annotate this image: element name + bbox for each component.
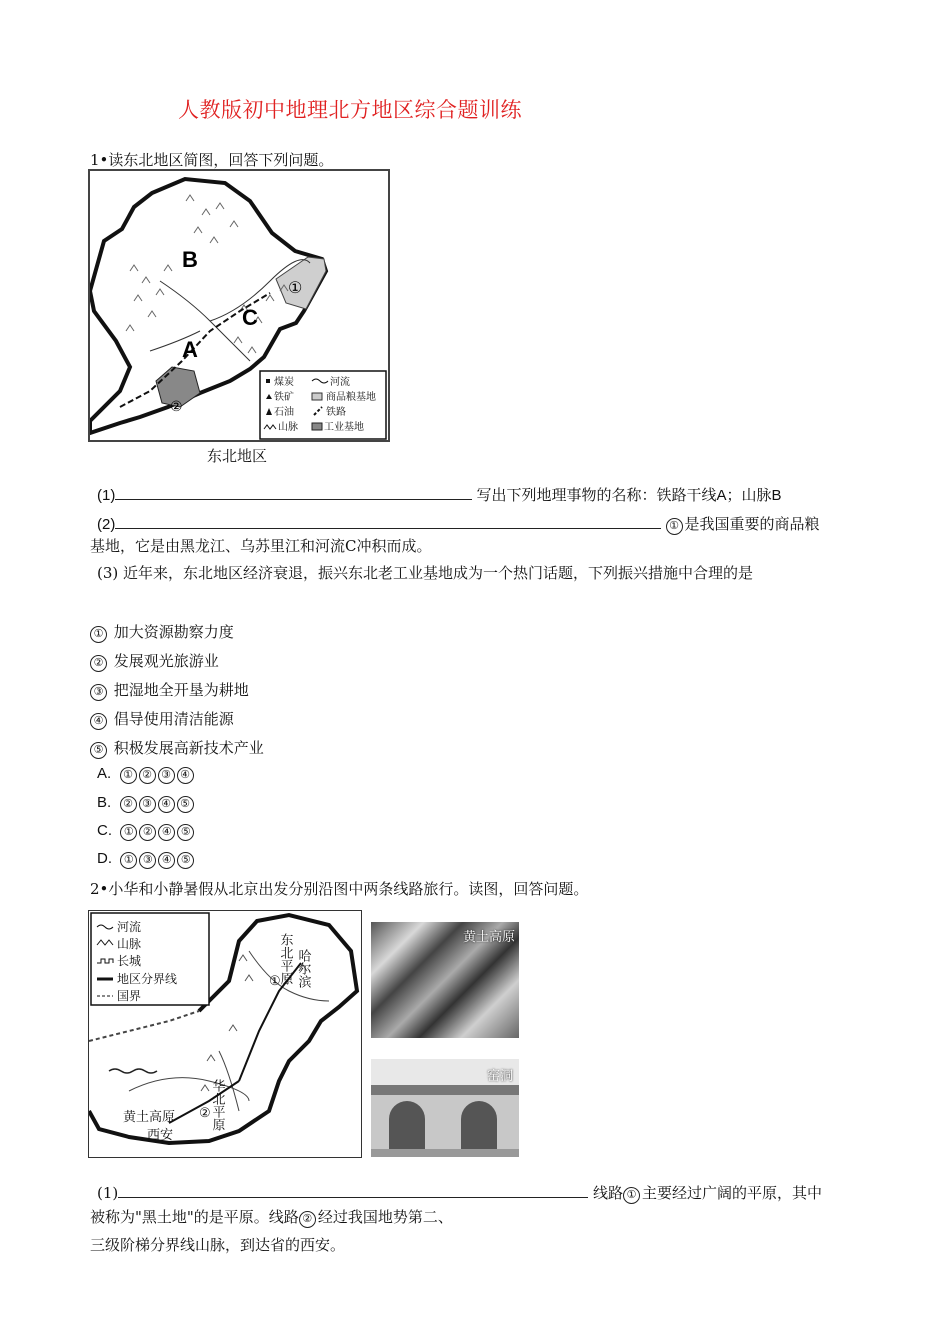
q1-part2-number: (2) <box>97 516 116 533</box>
route-label-2: ② <box>199 1106 211 1121</box>
label-north-plain: 华北平原 <box>209 1079 225 1131</box>
q2-part1 <box>97 1182 822 1204</box>
legend-boundary: 地区分界线 <box>117 972 178 986</box>
measure-item <box>90 621 234 643</box>
q1-part1-text: 写出下列地理事物的名称：铁路干线A；山脉B <box>476 487 782 504</box>
option-num: ⑤ <box>177 824 194 841</box>
option-b[interactable] <box>97 794 196 813</box>
option-num: ④ <box>177 767 194 784</box>
option-num: ① <box>120 852 137 869</box>
option-c[interactable] <box>97 822 196 841</box>
page-title: 人教版初中地理北方地区综合题训练 <box>178 98 522 122</box>
route-label-1: ① <box>269 974 281 989</box>
option-num: ⑤ <box>177 796 194 813</box>
map-label-c: C <box>242 305 258 330</box>
option-num: ② <box>139 767 156 784</box>
legend-mountain: 山脉 <box>117 937 142 951</box>
legend-oil: 石油 <box>274 407 294 418</box>
option-num: ② <box>139 824 156 841</box>
option-a[interactable] <box>97 765 196 784</box>
option-letter: B. <box>97 794 112 811</box>
q2-part1-text-b: 主要经过广阔的平原，其中 <box>642 1184 823 1202</box>
q2-part1-number: (1) <box>97 1184 119 1202</box>
legend-grain: 商品粮基地 <box>326 392 376 403</box>
option-num: ④ <box>158 852 175 869</box>
option-letter: C. <box>97 822 112 839</box>
label-loess-plateau: 黄土高原 <box>123 1110 176 1125</box>
measure-item <box>90 708 234 730</box>
option-d[interactable] <box>97 850 196 869</box>
legend-river: 河流 <box>330 377 350 388</box>
north-china-map-drawing <box>89 911 361 1157</box>
circled-1: ① <box>666 518 683 535</box>
photo1-label: 黄土高原 <box>462 930 515 945</box>
label-ne-plain: 东北平原 <box>277 933 293 985</box>
option-letter: A. <box>97 765 112 782</box>
option-num: ① <box>120 824 137 841</box>
map-label-2: ② <box>170 398 183 414</box>
circled-2: ② <box>299 1211 316 1228</box>
q1-part2 <box>97 513 820 535</box>
legend-national-border: 国界 <box>117 989 142 1003</box>
measure-text: 发展观光旅游业 <box>113 652 219 670</box>
northeast-map-drawing <box>90 171 388 440</box>
q1-part2-text: 是我国重要的商品粮 <box>684 516 820 533</box>
legend-coal: 煤炭 <box>274 377 294 388</box>
measure-text: 积极发展高新技术产业 <box>113 739 264 757</box>
label-harbin: 哈尔滨 <box>295 949 311 988</box>
option-letter: D. <box>97 850 112 867</box>
answer-blank-3[interactable] <box>118 1183 588 1198</box>
legend-industrial: 工业基地 <box>324 422 364 433</box>
q1-part3: (3) 近年来，东北地区经济衰退，振兴东北老工业基地成为一个热门话题，下列振兴措施中合理的是 <box>97 564 754 582</box>
answer-blank-2[interactable] <box>115 514 661 529</box>
measure-number: ④ <box>90 713 107 730</box>
answer-blank-1[interactable] <box>115 485 472 500</box>
option-num: ② <box>120 796 137 813</box>
legend-mountain: 山脉 <box>278 422 298 433</box>
northeast-map <box>88 169 390 442</box>
q2-part1-line3: 三级阶梯分界线山脉，到达省的西安。 <box>90 1236 346 1254</box>
q2-part1-line2 <box>90 1206 453 1228</box>
map-label-1: ① <box>288 280 303 297</box>
circled-1: ① <box>623 1187 640 1204</box>
option-num: ③ <box>139 852 156 869</box>
measure-item <box>90 737 264 759</box>
measure-number: ③ <box>90 684 107 701</box>
measure-text: 把湿地全开垦为耕地 <box>113 681 249 699</box>
question-1-stem: 1•读东北地区简图，回答下列问题。 <box>90 151 334 169</box>
legend-railway: 铁路 <box>326 407 346 418</box>
option-num: ④ <box>158 796 175 813</box>
map-label-b: B <box>182 247 198 272</box>
q1-part1-number: (1) <box>97 487 116 504</box>
q2-part1-line2-b: 经过我国地势第二、 <box>317 1208 453 1226</box>
measure-text: 倡导使用清洁能源 <box>113 710 234 728</box>
legend-great-wall: 长城 <box>117 954 142 968</box>
measure-item <box>90 650 219 672</box>
measure-number: ① <box>90 626 107 643</box>
q2-part1-line2-a: 被称为"黑土地"的是平原。线路 <box>90 1208 299 1226</box>
cave-dwelling-photo <box>371 1059 519 1157</box>
measure-number: ② <box>90 655 107 672</box>
legend-iron: 铁矿 <box>274 392 294 403</box>
north-china-map <box>88 910 362 1158</box>
label-xian: 西安 <box>147 1128 174 1143</box>
loess-plateau-photo <box>371 922 519 1038</box>
option-num: ④ <box>158 824 175 841</box>
option-num: ③ <box>139 796 156 813</box>
photo2-label: 窑洞 <box>486 1069 513 1084</box>
measure-text: 加大资源勘察力度 <box>113 623 234 641</box>
map-caption: 东北地区 <box>207 448 268 465</box>
legend-river: 河流 <box>117 920 142 934</box>
q1-part1 <box>97 484 782 505</box>
option-num: ① <box>120 767 137 784</box>
measure-number: ⑤ <box>90 742 107 759</box>
map-label-a: A <box>182 337 198 362</box>
option-num: ⑤ <box>177 852 194 869</box>
question-2-stem: 2•小华和小静暑假从北京出发分别沿图中两条线路旅行。读图，回答问题。 <box>90 880 589 898</box>
q1-part2-continued: 基地，它是由黑龙江、乌苏里江和河流C冲积而成。 <box>90 537 432 555</box>
measure-item <box>90 679 249 701</box>
option-num: ③ <box>158 767 175 784</box>
q2-part1-text-a: 线路 <box>593 1184 624 1202</box>
